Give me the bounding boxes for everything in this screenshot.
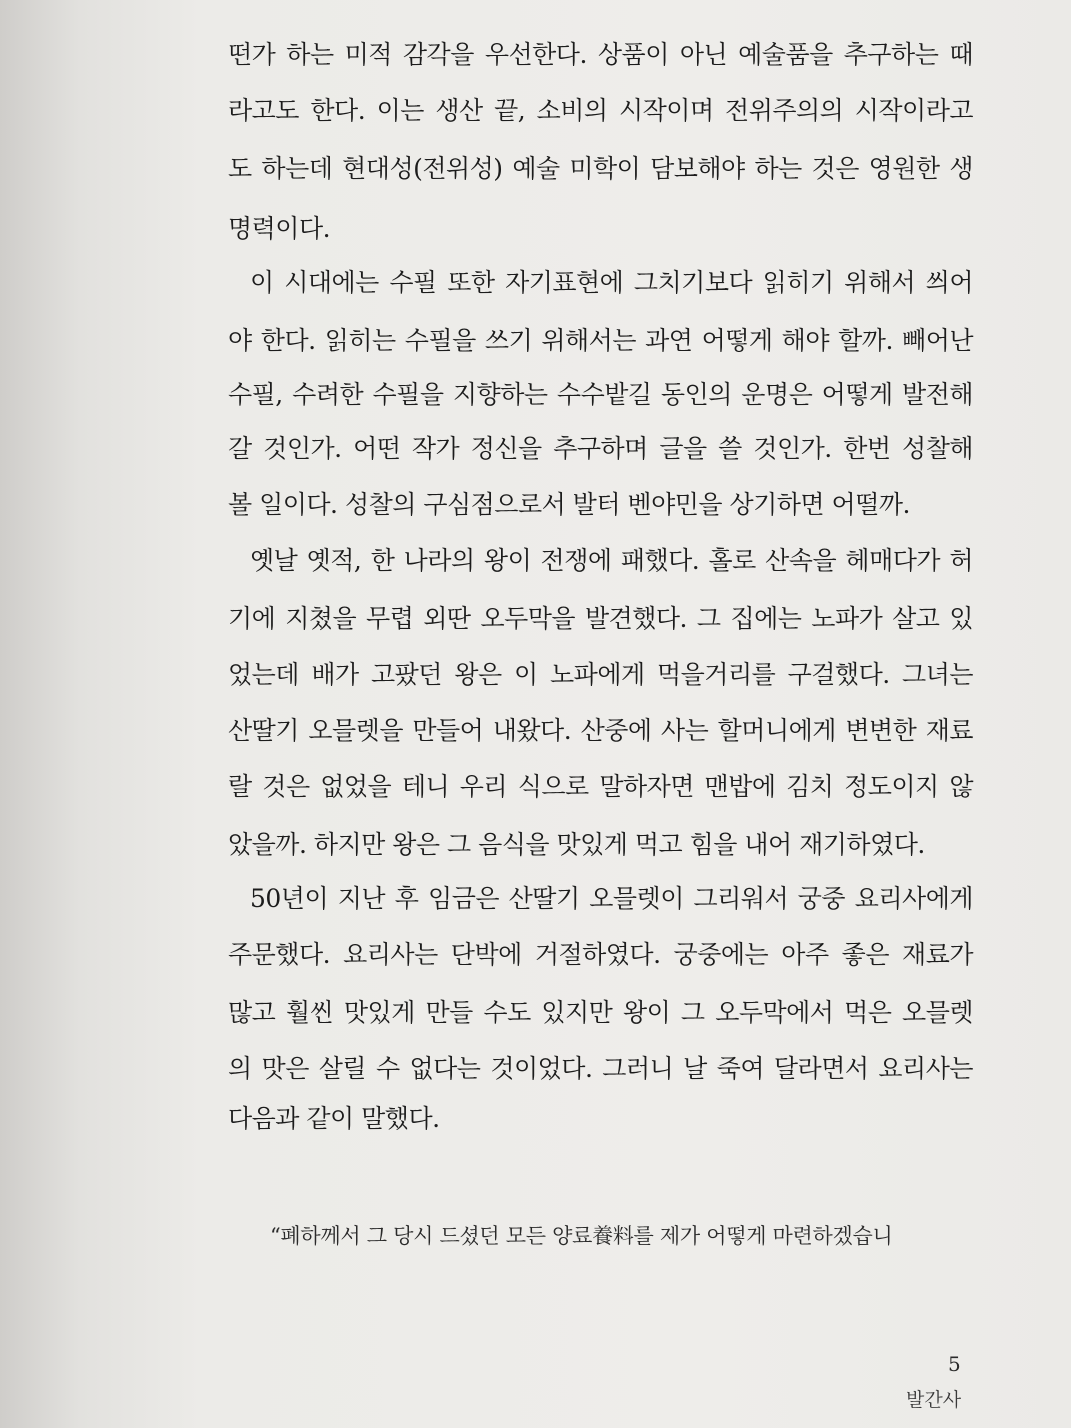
page-number: 5 [948, 1352, 961, 1376]
body-text-line: 갈 것인가. 어떤 작가 정신을 추구하며 글을 쓸 것인가. 한번 성찰해 [228, 434, 973, 463]
body-text-line: 이 시대에는 수필 또한 자기표현에 그치기보다 읽히기 위해서 씌어 [250, 268, 973, 297]
body-text-line: 았을까. 하지만 왕은 그 음식을 맛있게 먹고 힘을 내어 재기하였다. [228, 830, 925, 859]
body-text-line: 의 맛은 살릴 수 없다는 것이었다. 그러니 날 죽여 달라면서 요리사는 [228, 1054, 973, 1083]
running-footer: 발간사 [906, 1389, 962, 1411]
body-text-line: 랄 것은 없었을 테니 우리 식으로 말하자면 맨밥에 김치 정도이지 않 [228, 772, 973, 801]
body-text-line: 라고도 한다. 이는 생산 끝, 소비의 시작이며 전위주의의 시작이라고 [228, 96, 973, 125]
body-text-line: 50년이 지난 후 임금은 산딸기 오믈렛이 그리워서 궁중 요리사에게 [250, 884, 973, 913]
block-quote: “폐하께서 그 당시 드셨던 모든 양료養料를 제가 어떻게 마련하겠습니 [270, 1224, 893, 1248]
body-text-line: 었는데 배가 고팠던 왕은 이 노파에게 먹을거리를 구걸했다. 그녀는 [228, 660, 973, 689]
body-text-line: 다음과 같이 말했다. [228, 1104, 440, 1133]
body-text-line: 명력이다. [228, 214, 331, 243]
body-text-line: 수필, 수려한 수필을 지향하는 수수밭길 동인의 운명은 어떻게 발전해 [228, 380, 973, 409]
body-text-line: 기에 지쳤을 무렵 외딴 오두막을 발견했다. 그 집에는 노파가 살고 있 [228, 604, 973, 633]
body-text-line: 야 한다. 읽히는 수필을 쓰기 위해서는 과연 어떻게 해야 할까. 빼어난 [228, 326, 973, 355]
body-text-line: 도 하는데 현대성(전위성) 예술 미학이 담보해야 하는 것은 영원한 생 [228, 154, 973, 183]
body-text-line: 옛날 옛적, 한 나라의 왕이 전쟁에 패했다. 홀로 산속을 헤매다가 허 [250, 546, 973, 575]
body-text-line: 떤가 하는 미적 감각을 우선한다. 상품이 아닌 예술품을 추구하는 때 [228, 40, 973, 69]
body-text-line: 볼 일이다. 성찰의 구심점으로서 발터 벤야민을 상기하면 어떨까. [228, 490, 910, 519]
body-text-line: 산딸기 오믈렛을 만들어 내왔다. 산중에 사는 할머니에게 변변한 재료 [228, 716, 973, 745]
body-text-line: 주문했다. 요리사는 단박에 거절하였다. 궁중에는 아주 좋은 재료가 [228, 940, 973, 969]
body-text-line: 많고 훨씬 맛있게 만들 수도 있지만 왕이 그 오두막에서 먹은 오믈렛 [228, 998, 973, 1027]
